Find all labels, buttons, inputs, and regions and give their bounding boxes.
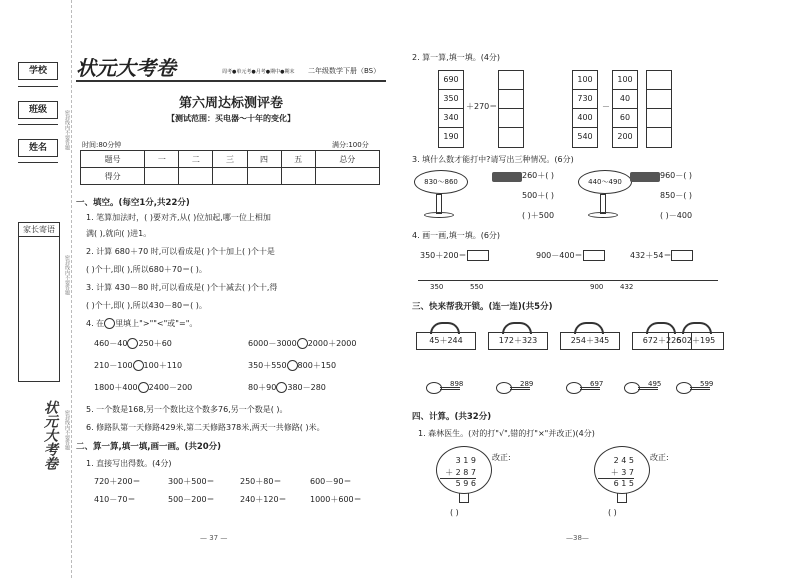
- target-stand: [600, 194, 606, 214]
- s2-q2: 2. 算一算,填一填。(4分): [412, 53, 501, 62]
- th: 四: [247, 151, 281, 168]
- exam-full: 满分:100分: [332, 141, 369, 149]
- answer-box[interactable]: [467, 250, 489, 261]
- key-label: 289: [520, 380, 534, 388]
- answer-box[interactable]: [671, 250, 693, 261]
- gun-icon: [630, 172, 660, 182]
- tick-label: 550: [470, 283, 484, 291]
- class-line[interactable]: [18, 124, 58, 125]
- target-base: [588, 212, 618, 218]
- target-base: [424, 212, 454, 218]
- key[interactable]: [566, 382, 616, 396]
- school-line[interactable]: [18, 86, 58, 87]
- eq-b1: 960－( ): [660, 171, 693, 180]
- eq-b2: 850－( ): [660, 191, 693, 200]
- cmp-right: 2000＋2000: [307, 339, 357, 348]
- calc-item: 1000＋600＝: [310, 495, 362, 504]
- draw-eq: [630, 250, 693, 261]
- compare-circle[interactable]: [287, 360, 298, 371]
- score-row-label: 得分: [81, 168, 145, 185]
- col-cell: 190: [443, 132, 459, 141]
- gun-icon: [492, 172, 522, 182]
- section4-title: 四、计算。(共32分): [412, 412, 492, 422]
- circle-icon: [104, 318, 115, 329]
- score-cell[interactable]: [315, 168, 379, 185]
- tree-trunk: [459, 493, 469, 503]
- s4-q1: 1. 森林医生。(对的打"√",错的打"×"并改正)(4分): [418, 429, 595, 438]
- score-cell[interactable]: [179, 168, 213, 185]
- q3-line2: ( )个十,即( ),所以430－80＝( )。: [86, 301, 207, 310]
- school-label: 学校: [18, 62, 58, 80]
- cmp-right: 100＋110: [143, 361, 183, 370]
- draw-text: 350＋200＝: [420, 251, 467, 260]
- answer-column[interactable]: [646, 70, 672, 148]
- cmp-left: 350＋550: [248, 361, 287, 370]
- compare-item: [248, 338, 356, 349]
- col-cell: 100: [573, 71, 597, 90]
- compare-circle[interactable]: [297, 338, 308, 349]
- col-cell: 400: [573, 109, 597, 128]
- calc2-a: 2 4 5: [613, 456, 634, 465]
- key-label: 495: [648, 380, 662, 388]
- eq-a3: ( )＋500: [522, 211, 555, 220]
- key[interactable]: [676, 382, 726, 396]
- number-line: [418, 280, 718, 281]
- tick-label: 350: [430, 283, 444, 291]
- target-2: 440～490: [578, 170, 632, 194]
- parent-comment-label: 家长寄语: [19, 223, 59, 237]
- tick-label: 900: [590, 283, 604, 291]
- seal-note: 密封线内不要答题: [64, 255, 70, 295]
- key[interactable]: [624, 382, 674, 396]
- q1-line2: 满( ),就向( )进1。: [86, 229, 152, 238]
- cmp-left: 210－100: [94, 361, 133, 370]
- answer-blank[interactable]: ( ): [608, 508, 617, 517]
- key[interactable]: [426, 382, 476, 396]
- score-cell[interactable]: [247, 168, 281, 185]
- exam-time: 时间:80分钟: [82, 141, 122, 149]
- target-1: 830～860: [414, 170, 468, 194]
- calc1-a: 3 1 9: [455, 456, 476, 465]
- calc-item: 300＋500＝: [168, 477, 215, 486]
- col-cell: 350: [439, 90, 463, 109]
- section3-title: 三、快来帮我开锁。(连一连)(共5分): [412, 302, 553, 312]
- compare-item: [248, 382, 326, 393]
- q4-text: 4. 在: [86, 319, 105, 328]
- q2-line2: ( )个十,即( ),所以680＋70＝( )。: [86, 265, 207, 274]
- exam-scope: 【测试范围：买电器～十年的变化】: [167, 114, 295, 123]
- calc-item: 410－70＝: [94, 495, 136, 504]
- answer-box[interactable]: [583, 250, 605, 261]
- q1-line1: 1. 笔算加法时，( )要对齐,从( )位加起,哪一位上相加: [86, 213, 271, 222]
- grade-text: 二年级数学下册（BS）: [308, 67, 381, 75]
- exam-title: 第六周达标测评卷: [178, 96, 283, 111]
- col-cell: 690: [439, 71, 463, 90]
- compare-circle[interactable]: [133, 360, 144, 371]
- cmp-right: 2400－200: [148, 383, 193, 392]
- key[interactable]: [496, 382, 546, 396]
- seal-note: 密封线内不要答题: [64, 410, 70, 450]
- target-stand: [436, 194, 442, 214]
- key-label: 898: [450, 380, 464, 388]
- col-cell: 60: [613, 109, 637, 128]
- fix-label: 改正:: [650, 453, 669, 462]
- col-cell: 540: [577, 132, 593, 141]
- calc-item: 250＋80＝: [240, 477, 282, 486]
- calc-item: 600－90＝: [310, 477, 352, 486]
- th: 三: [213, 151, 247, 168]
- column-c: [612, 70, 638, 148]
- col-cell: 730: [573, 90, 597, 109]
- th: 总分: [315, 151, 379, 168]
- cmp-left: 80＋90: [248, 383, 277, 392]
- s2-q4: 4. 画一画,填一填。(6分): [412, 231, 501, 240]
- plus-op: ＋270＝: [466, 102, 498, 111]
- compare-item: [248, 360, 336, 371]
- answer-column[interactable]: [498, 70, 524, 148]
- compare-item: [94, 360, 182, 371]
- th: 一: [145, 151, 179, 168]
- series-text: 周考●单元考●月考●期中●期末: [222, 69, 295, 75]
- q5: 5. 一个数是168,另一个数比这个数多76,另一个数是( )。: [86, 405, 288, 414]
- answer-blank[interactable]: ( ): [450, 508, 459, 517]
- page-number-right: —38—: [566, 534, 589, 542]
- score-cell[interactable]: [281, 168, 315, 185]
- s2-q3: 3. 填什么数才能打中?请写出三种情况。(6分): [412, 155, 574, 164]
- col-cell: 100: [613, 71, 637, 90]
- q6: 6. 修路队第一天修路429米,第二天修路378米,两天一共修路( )米。: [86, 423, 325, 432]
- th: 二: [179, 151, 213, 168]
- header-logo: 状元大考卷: [76, 56, 176, 80]
- parent-comment-box[interactable]: [18, 222, 60, 382]
- lock[interactable]: 45＋244: [416, 332, 476, 350]
- calc1-b: ＋ 2 8 7: [440, 467, 476, 479]
- cmp-right: 800＋150: [297, 361, 337, 370]
- column-a: [438, 70, 464, 148]
- score-cell[interactable]: [145, 168, 179, 185]
- key-label: 599: [700, 380, 714, 388]
- cmp-left: 460－40: [94, 339, 128, 348]
- section2-title: 二、算一算,填一填,画一画。(共20分): [76, 442, 222, 452]
- side-logo: 状元大考卷: [42, 400, 58, 470]
- lock[interactable]: 502＋195: [668, 332, 724, 350]
- binding-margin: [0, 0, 72, 578]
- page-number-left: — 37 —: [200, 534, 228, 542]
- cmp-left: 1800＋400: [94, 383, 138, 392]
- calc-item: 240＋120＝: [240, 495, 287, 504]
- calc-item: 500－200＝: [168, 495, 215, 504]
- section1-title: 一、填空。(每空1分,共22分): [76, 198, 190, 208]
- eq-a2: 500＋( ): [522, 191, 555, 200]
- col-cell: 200: [617, 132, 633, 141]
- draw-eq: [420, 250, 489, 261]
- draw-text: 432＋54＝: [630, 251, 672, 260]
- name-label: 姓名: [18, 139, 58, 157]
- minus-op: －: [602, 102, 610, 111]
- s2-q1: 1. 直接写出得数。(4分): [86, 459, 172, 468]
- q4-text2: 里填上">""<"或"="。: [115, 319, 198, 328]
- lock[interactable]: 254＋345: [560, 332, 620, 350]
- col-cell: 40: [613, 90, 637, 109]
- score-row: [81, 168, 380, 185]
- class-label: 班级: [18, 101, 58, 119]
- calc1-c: 5 9 6: [455, 479, 476, 488]
- compare-circle[interactable]: [138, 382, 149, 393]
- compare-item: [94, 382, 192, 393]
- th: 五: [281, 151, 315, 168]
- cmp-right: 250＋60: [138, 339, 172, 348]
- eq-b3: ( )－400: [660, 211, 693, 220]
- score-table: [80, 150, 380, 185]
- cmp-right: 380－280: [287, 383, 326, 392]
- cmp-left: 6000－3000: [248, 339, 297, 348]
- score-header-row: [81, 151, 380, 168]
- calc2-c: 6 1 5: [613, 479, 634, 488]
- q3-line1: 3. 计算 430－80 时,可以看成是( )个十减去( )个十,得: [86, 283, 278, 292]
- calc2-b: ＋ 3 7: [598, 467, 634, 479]
- key-label: 697: [590, 380, 604, 388]
- th: 题号: [81, 151, 145, 168]
- lock[interactable]: 172＋323: [488, 332, 548, 350]
- q4-prompt: [86, 318, 197, 329]
- eq-a1: 260＋( ): [522, 171, 555, 180]
- tree-trunk: [617, 493, 627, 503]
- score-cell[interactable]: [213, 168, 247, 185]
- seal-note: 密封线内不要答题: [64, 110, 70, 150]
- compare-circle[interactable]: [127, 338, 138, 349]
- col-cell: 340: [439, 109, 463, 128]
- calc-item: 720＋200＝: [94, 477, 141, 486]
- name-line[interactable]: [18, 162, 58, 163]
- draw-text: 900－400＝: [536, 251, 583, 260]
- fix-label: 改正:: [492, 453, 511, 462]
- q2-line1: 2. 计算 680＋70 时,可以看成是( )个十加上( )个十是: [86, 247, 275, 256]
- lock[interactable]: 672＋226: [632, 332, 692, 350]
- column-b: [572, 70, 598, 148]
- compare-item: [94, 338, 172, 349]
- compare-circle[interactable]: [276, 382, 287, 393]
- draw-eq: [536, 250, 605, 261]
- header-rule: [76, 80, 386, 82]
- tick-label: 432: [620, 283, 634, 291]
